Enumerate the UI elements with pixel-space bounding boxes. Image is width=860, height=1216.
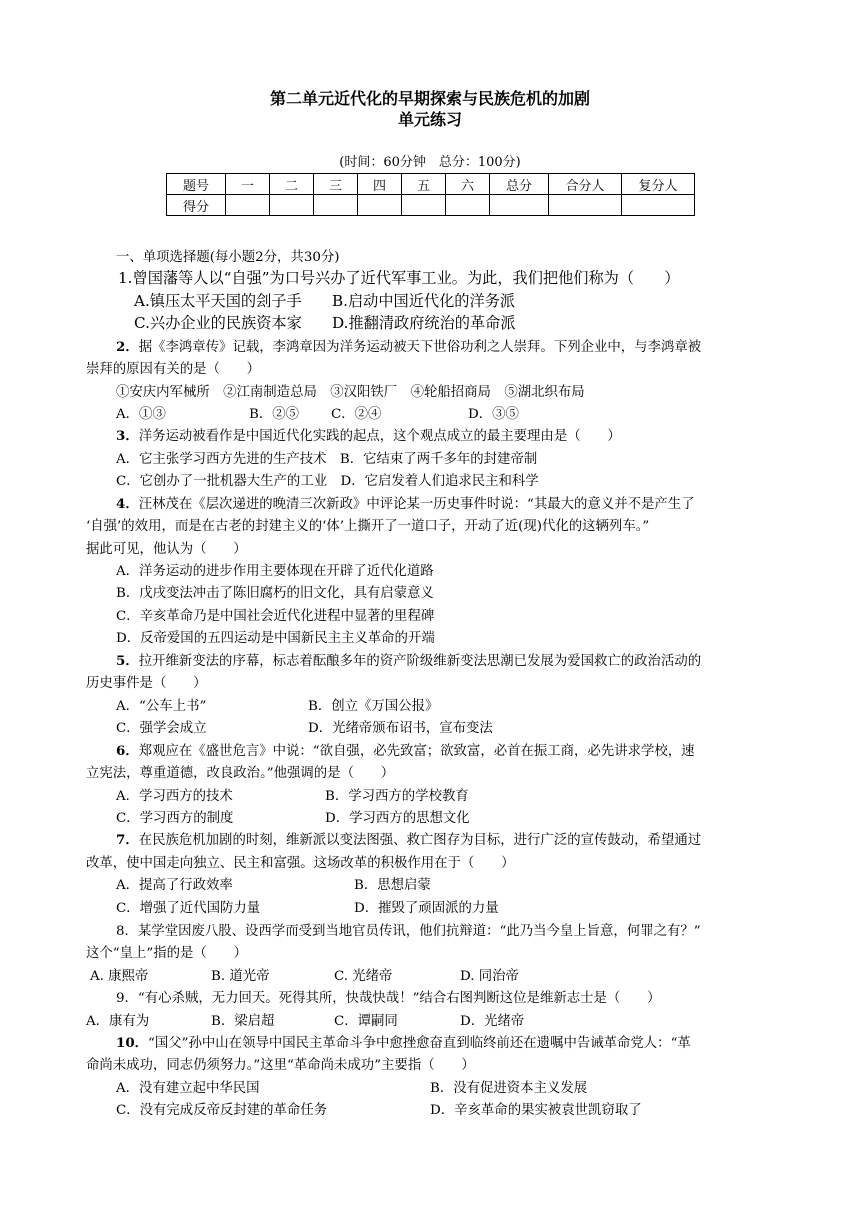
q9-option-b[interactable]: B．梁启超 (211, 1014, 275, 1029)
q3-options-ab[interactable]: A．它主张学习西方先进的生产技术 B．它结束了两千多年的封建帝制 (116, 452, 538, 467)
q6-stem-line1 (116, 740, 695, 759)
q10-number: 10． (116, 1035, 149, 1051)
q9-option-d[interactable]: D．光绪帝 (460, 1014, 525, 1029)
score-cell-adder: 合分人 (549, 174, 622, 195)
q10-stem-line1 (116, 1032, 691, 1051)
q4-option-a[interactable]: A．洋务运动的进步作用主要体现在开辟了近代化道路 (116, 564, 434, 579)
score-cell-label: 题号 (167, 174, 226, 195)
score-table-score-row (167, 195, 695, 216)
score-cell-1: 一 (226, 174, 270, 195)
q10-option-c[interactable]: C．没有完成反帝反封建的革命任务 (116, 1103, 328, 1118)
q4-text-1: 汪林茂在《层次递进的晚清三次新政》中评论某一历史事件时说：“其最大的意义并不是产生了 (138, 497, 695, 512)
q8-option-d[interactable]: D. 同治帝 (460, 969, 519, 984)
q2-option-b[interactable]: B．②⑤ (249, 407, 300, 422)
q3-options-cd[interactable]: C．它创办了一批机器大生产的工业 D．它启发着人们追求民主和科学 (116, 474, 539, 489)
q4-number: 4． (116, 496, 139, 512)
q10-stem-line2: 命尚未成功，同志仍须努力。”这里“革命尚未成功”主要指（ ） (86, 1058, 475, 1073)
q8-text-1: 某学堂因废八股、设西学而受到当地官员传讯，他们抗辩道：“此乃当今皇上旨意，何罪之有？” (137, 924, 701, 939)
score-input-3[interactable] (314, 195, 358, 216)
score-cell-4: 四 (358, 174, 402, 195)
q5-option-d[interactable]: D．光绪帝颁布诏书，宣布变法 (308, 721, 493, 736)
q4-option-c[interactable]: C．辛亥革命乃是中国社会近代化进程中显著的里程碑 (116, 609, 435, 624)
q5-option-c[interactable]: C．强学会成立 (116, 721, 207, 736)
q3-number: 3． (116, 428, 139, 444)
q6-stem-line2: 立宪法，尊重道德，改良政治。”他强调的是（ ） (86, 766, 395, 781)
score-table (166, 173, 695, 216)
score-input-adder[interactable] (549, 195, 622, 216)
q7-stem-line2: 改革，使中国走向独立、民主和富强。这场改革的积极作用在于（ ） (86, 856, 515, 871)
score-input-4[interactable] (358, 195, 402, 216)
q9-number: 9． (116, 991, 138, 1006)
q8-option-c[interactable]: C. 光绪帝 (334, 969, 393, 984)
score-input-2[interactable] (270, 195, 314, 216)
score-cell-5: 五 (402, 174, 446, 195)
q6-number: 6． (116, 743, 139, 759)
score-input-1[interactable] (226, 195, 270, 216)
q8-number: 8． (116, 924, 138, 939)
q1-option-d[interactable]: D.推翻清政府统治的革命派 (332, 314, 516, 332)
q2-items: ①安庆内军械所 ②江南制造总局 ③汉阳铁厂 ④轮船招商局 ⑤湖北织布局 (116, 385, 585, 400)
score-cell-checker: 复分人 (622, 174, 695, 195)
q7-option-c[interactable]: C．增强了近代国防力量 (116, 901, 261, 916)
section-heading: 一、单项选择题(每小题2分，共30分) (116, 250, 340, 265)
q2-option-a[interactable]: A．①③ (116, 407, 166, 422)
q8-stem-line2: 这个“皇上”指的是（ ） (86, 946, 247, 961)
q5-option-b[interactable]: B．创立《万国公报》 (308, 699, 439, 714)
q5-number: 5． (116, 653, 139, 669)
score-input-5[interactable] (402, 195, 446, 216)
q10-option-b[interactable]: B．没有促进资本主义发展 (430, 1081, 588, 1096)
q4-stem-line2: ‘自强’的效用，而是在古老的封建主义的‘体’上撕开了一道口子，开动了近(现)代化的这辆列车。” (86, 519, 650, 534)
q10-option-d[interactable]: D．辛亥革命的果实被袁世凯窃取了 (430, 1103, 642, 1118)
score-input-total[interactable] (490, 195, 549, 216)
q10-text-1: “国父”孙中山在领导中国民主革命斗争中愈挫愈奋直到临终前还在遗嘱中告诫革命党人：“革 (148, 1036, 691, 1051)
q1-option-c[interactable]: C.兴办企业的民族资本家 (134, 314, 302, 332)
q8-stem-line1 (116, 920, 701, 939)
q4-option-b[interactable]: B．戊戌变法冲击了陈旧腐朽的旧文化，具有启蒙意义 (116, 586, 434, 601)
q7-stem-line1 (116, 829, 701, 848)
score-row-label: 得分 (167, 195, 226, 216)
unit-subtitle: 单元练习 (397, 110, 462, 129)
q8-option-b[interactable]: B. 道光帝 (211, 969, 270, 984)
unit-title: 第二单元近代化的早期探索与民族危机的加剧 (269, 89, 590, 108)
q7-number: 7． (116, 832, 139, 848)
q5-option-a[interactable]: A．“公车上书” (116, 699, 207, 714)
q9-stem (116, 987, 660, 1006)
q7-text-1: 在民族危机加剧的时刻，维新派以变法图强、救亡图存为目标，进行广泛的宣传鼓动，希望通过 (138, 833, 702, 848)
q9-option-c[interactable]: C．谭嗣同 (334, 1014, 398, 1029)
q2-option-c[interactable]: C．②④ (331, 407, 382, 422)
score-cell-6: 六 (446, 174, 490, 195)
q7-option-b[interactable]: B．思想启蒙 (354, 878, 431, 893)
score-input-checker[interactable] (622, 195, 695, 216)
score-table-header-row (167, 174, 695, 195)
q4-stem-line1 (116, 493, 695, 512)
q2-number: 2． (116, 339, 139, 355)
q8-option-a[interactable]: A. 康熙帝 (90, 969, 149, 984)
q7-option-a[interactable]: A．提高了行政效率 (116, 878, 233, 893)
score-cell-2: 二 (270, 174, 314, 195)
q1-option-b[interactable]: B.启动中国近代化的洋务派 (332, 292, 516, 310)
q5-stem-line2: 历史事件是（ ） (86, 676, 207, 691)
q2-stem-line1 (116, 336, 701, 355)
q1-stem (118, 267, 680, 288)
q3-stem (116, 425, 621, 444)
q6-option-b[interactable]: B．学习西方的学校教育 (325, 789, 469, 804)
q2-option-d[interactable]: D．③⑤ (468, 407, 519, 422)
q9-option-a[interactable]: A．康有为 (86, 1014, 150, 1029)
q2-text-1: 据《李鸿章传》记载，李鸿章因为洋务运动被天下世俗功利之人崇拜。下列企业中，与李鸿章被 (138, 340, 702, 355)
score-input-6[interactable] (446, 195, 490, 216)
q6-text-1: 郑观应在《盛世危言》中说：“欲自强，必先致富；欲致富，必首在振工商，必先讲求学校，速 (138, 744, 695, 759)
score-cell-total: 总分 (490, 174, 549, 195)
q1-number: 1. (118, 269, 133, 287)
q6-option-a[interactable]: A．学习西方的技术 (116, 789, 233, 804)
q7-option-d[interactable]: D．摧毁了顽固派的力量 (354, 901, 499, 916)
q6-option-c[interactable]: C．学习西方的制度 (116, 811, 234, 826)
q5-text-1: 拉开维新变法的序幕，标志着酝酿多年的资产阶级维新变法思潮已发展为爱国救亡的政治活动的 (138, 654, 702, 669)
q4-option-d[interactable]: D．反帝爱国的五四运动是中国新民主主义革命的开端 (116, 631, 435, 646)
score-cell-3: 三 (314, 174, 358, 195)
q9-text: “有心杀贼，无力回天。死得其所，快哉快哉！”结合右图判断这位是维新志士是（ ） (137, 991, 661, 1006)
q10-option-a[interactable]: A．没有建立起中华民国 (116, 1081, 260, 1096)
q1-option-a[interactable]: A.镇压太平天国的刽子手 (134, 292, 302, 310)
q3-text: 洋务运动被看作是中国近代化实践的起点，这个观点成立的最主要理由是（ ） (138, 429, 621, 444)
exam-meta: (时间：60分钟 总分：100分) (339, 155, 521, 170)
q5-stem-line1 (116, 650, 701, 669)
q4-stem-line3: 据此可见，他认为（ ） (86, 542, 247, 557)
q6-option-d[interactable]: D．学习西方的思想文化 (325, 811, 470, 826)
q2-stem-line2: 崇拜的原因有关的是（ ） (86, 362, 261, 377)
q1-text: 曾国藩等人以“自强”为口号兴办了近代军事工业。为此，我们把他们称为（ ） (132, 269, 680, 287)
